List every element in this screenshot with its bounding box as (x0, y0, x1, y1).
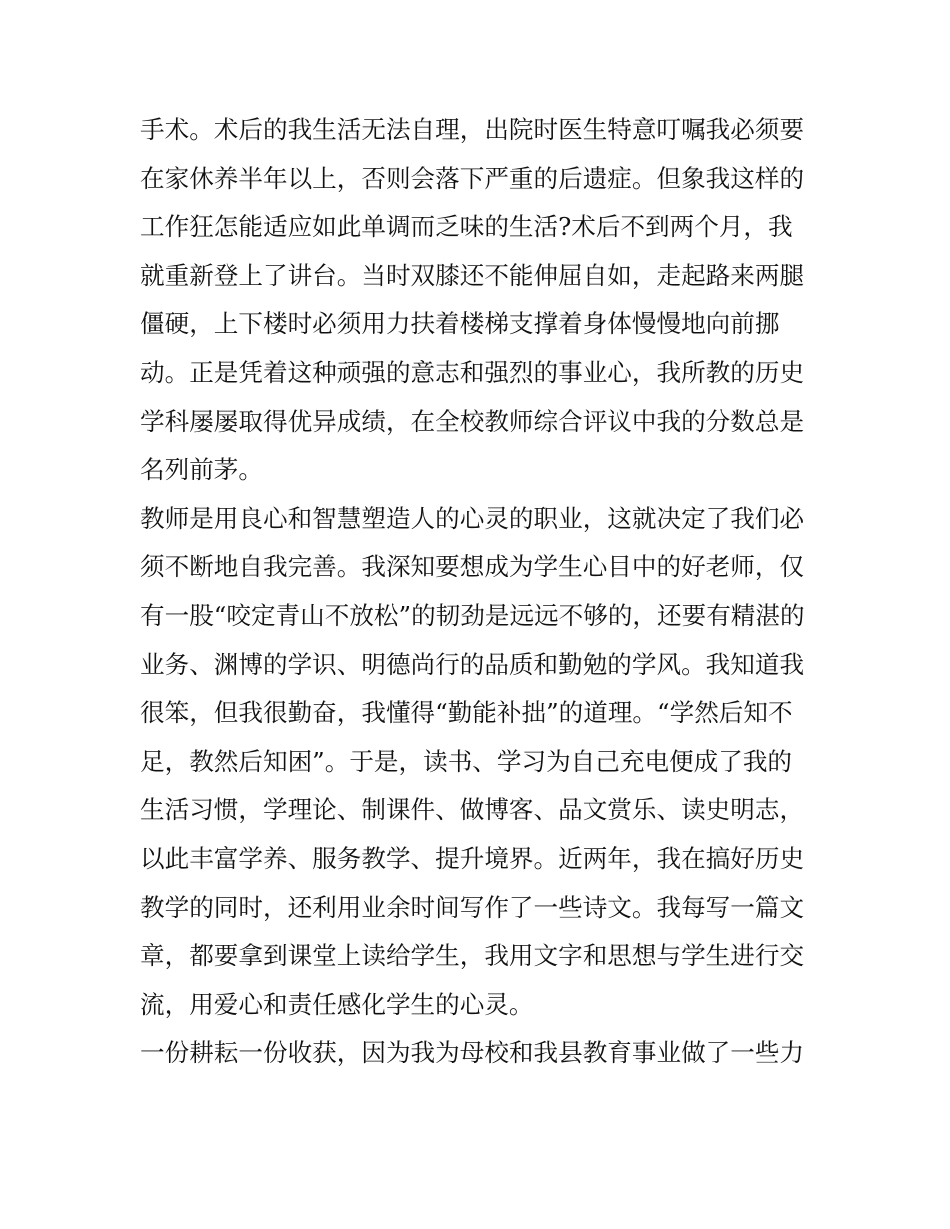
text-line: 在家休养半年以上，否则会落下严重的后遗症。但象我这样的 (140, 163, 805, 193)
text-line: 僵硬，上下楼时必须用力扶着楼梯支撑着身体慢慢地向前挪 (140, 309, 780, 339)
text-line: 很笨，但我很勤奋，我懂得“勤能补拙”的道理。“学然后知不 (140, 698, 793, 728)
text-line: 教师是用良心和智慧塑造人的心灵的职业，这就决定了我们必 (140, 503, 805, 533)
text-line: 以此丰富学养、服务教学、提升境界。近两年，我在搞好历史 (140, 843, 805, 873)
text-line: 生活习惯，学理论、制课件、做博客、品文赏乐、读史明志， (140, 795, 805, 825)
text-line: 名列前茅。 (140, 455, 263, 485)
text-line: 章，都要拿到课堂上读给学生，我用文字和思想与学生进行交 (140, 941, 805, 971)
text-line: 就重新登上了讲台。当时双膝还不能伸屈自如，走起路来两腿 (140, 260, 805, 290)
text-line: 学科屡屡取得优异成绩，在全校教师综合评议中我的分数总是 (140, 406, 805, 436)
text-line: 须不断地自我完善。我深知要想成为学生心目中的好老师，仅 (140, 552, 805, 582)
body-text (140, 106, 820, 1078)
text-line: 流，用爱心和责任感化学生的心灵。 (140, 989, 534, 1019)
text-line: 有一股“咬定青山不放松”的韧劲是远远不够的，还要有精湛的 (140, 600, 805, 630)
text-line: 一份耕耘一份收获，因为我为母校和我县教育事业做了一些力 (140, 1038, 805, 1068)
text-line: 教学的同时，还利用业余时间写作了一些诗文。我每写一篇文 (140, 892, 805, 922)
text-line: 足，教然后知困”。于是，读书、学习为自己充电便成了我的 (140, 746, 793, 776)
text-line: 工作狂怎能适应如此单调而乏味的生活?术后不到两个月，我 (140, 212, 793, 242)
text-line: 动。正是凭着这种顽强的意志和强烈的事业心，我所教的历史 (140, 357, 805, 387)
text-line: 业务、渊博的学识、明德尚行的品质和勤勉的学风。我知道我 (140, 649, 805, 679)
text-line: 手术。术后的我生活无法自理，出院时医生特意叮嘱我必须要 (140, 115, 805, 144)
